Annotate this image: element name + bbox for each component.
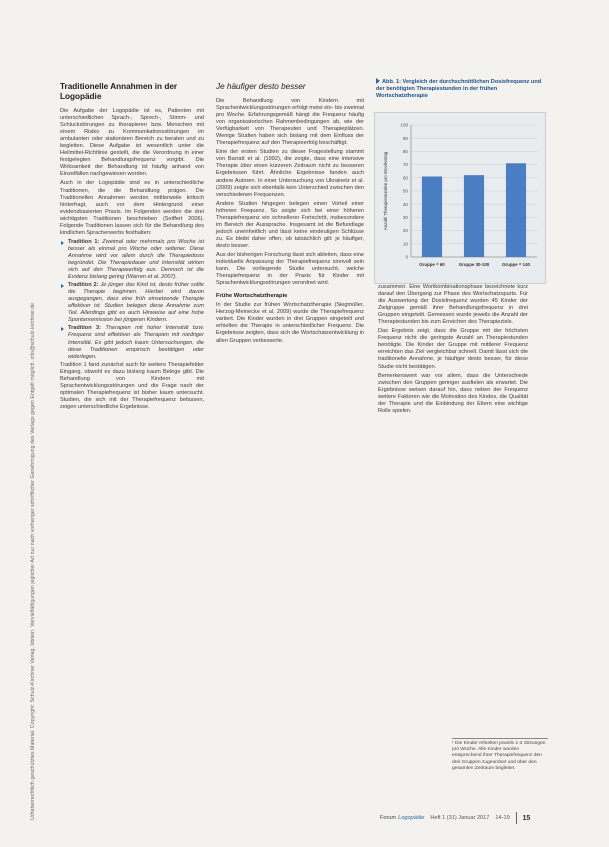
bar	[422, 176, 442, 257]
page-number: 15	[522, 814, 531, 822]
paragraph: Die Aufgabe der Logopädie ist es, Patienten mit unterschiedlichen Sprach-, Sprech-, Stimm- und Schluckstörungen zu therapieren bzw. Menschen mit einem Risiko zu Kommunikationsstörungen im ambulanten oder stationären Bereich zu beraten und zu begleiten. Diese Aufgabe ist wesentlich unter die Heilmittel-Richtlinie gestellt, die die Verordnung in einer festgelegten Behandlungsfrequenz vorgibt. Die Wirksamkeit der Behandlung ist häufig anhand von Einzelfällen nachgewiesen worden.	[60, 108, 204, 178]
y-tick-label: 90	[402, 135, 408, 141]
paragraph: Auch in der Logopädie sind es in unterschiedliche Traditionen, die die Behandlung prägen. Die Traditionellen Annahmen werden mittlerweile kritisch hinterfragt, auch vor dem Hintergrund einer evidenzbasierten Praxis. Im Folgenden werden die drei wichtigsten Traditionen beschrieben (Seiffert 2006). Folgende Traditionen lassen sich für die Behandlung des kindlichen Spracherwerbs festhalten:	[60, 180, 204, 236]
paragraph: zusammen. Eine Wortkombinationsphase bezeichnete kurz darauf den Übergang zur Phase des Wortschatzspurts. Für die Auswertung der Dosisfrequenz wurden 45 Kinder der Zielgruppe gemäß ihrer Behandlungsfrequenz in drei Gruppen eingeteilt. Gemessen wurde jeweils die Anzahl der Therapiestunden bis zum Erreichen des Therapieziels.	[378, 284, 528, 326]
paragraph: Tradition 1 fand zunächst auch für weitere Therapiefelder Eingang, obwohl es dazu bislang kaum Belege gibt. Die Behandlung von Kindern mit Sprachentwicklungsstörungen und die Frage nach der optimalen Therapiefrequenz ist bisher kaum untersucht. Studien, die sich mit der Therapiefrequenz befassen, zeigen unterschiedliche Ergebnisse.	[60, 361, 204, 410]
y-tick-label: 0	[405, 254, 408, 260]
tradition-text: Zweimal oder mehrmals pro Woche ist besser als einmal pro Woche oder seltener. Diese Annahme wird vor allem durch die Therapiedosis begründet. Die Therapiedauer und Intensität wirken sich auf den Therapieerfolg aus. Dennoch ist die Evidenz bislang gering (Warren et al. 2007).	[68, 238, 204, 281]
copyright-sidebar: Urheberrechtlich geschütztes Material. Copyright: Schulz-Kirchner Verlag, Idstein. Vervielfältigungen jeglicher Art nur nach vorheriger schriftlicher Genehmigung des Verlags gegen Entgelt möglich. info@schulz-kirchner.de	[30, 302, 36, 820]
paragraph: Das Ergebnis zeigt, dass die Gruppe mit der höchsten Frequenz nicht die geringste Anzahl an Therapiestunden benötigte. Die Kinder der Gruppe mit mittlerer Frequenz erreichten das Ziel vergleichbar schnell. Damit lässt sich die traditionelle Annahme, je häufiger desto besser, für diese Studie nicht bestätigen.	[378, 328, 528, 370]
paragraph: Bemerkenswert war vor allem, dass die Unterschiede zwischen den Gruppen geringer ausfielen als erwartet. Die Ergebnisse weisen darauf hin, dass neben der Frequenz weitere Faktoren wie die Motivation des Kindes, die Qualität der Therapie und die Einbindung der Eltern eine wichtige Rolle spielen.	[378, 372, 528, 414]
paragraph: In der Studie zur frühen Wortschatztherapie (Siegmüller, Herzog-Meinecke et al. 2009) wurde die Therapiefrequenz variiert. Die Kinder wurden in drei Gruppen eingeteilt und erhielten die Therapie in unterschiedlicher Frequenz. Die Ergebnisse zeigten, dass sich die Wortschatzentwicklung in allen Gruppen verbesserte.	[216, 302, 364, 344]
tradition-title: Tradition 2:	[68, 282, 99, 289]
bar-chart	[375, 113, 545, 283]
y-tick-label: 40	[402, 201, 408, 207]
tradition-item-1	[68, 239, 204, 281]
y-tick-label: 60	[402, 175, 408, 181]
y-tick-label: 80	[402, 149, 408, 154]
figure-1	[374, 78, 544, 278]
section-heading-traditions: Traditionelle Annahmen in der Logopädie	[60, 82, 178, 101]
y-axis-label: Anzahl Therapiestunden pro Wochentag	[383, 151, 388, 231]
journal-name: Forum	[380, 815, 397, 821]
y-tick-label: 30	[402, 215, 408, 220]
footer-divider	[516, 812, 517, 824]
y-tick-label: 70	[402, 162, 408, 168]
paragraph: Andere Studien hingegen belegen einen Vorteil einer höheren Frequenz. So zeigte sich bei einer höheren Therapiefrequenz ein schnellerer Fortschritt, insbesondere im Bereich der Aussprache. Insgesamt ist die Befundlage jedoch uneinheitlich und lässt keine eindeutigen Schlüsse zu. Es bleibt daher offen, ob tatsächlich gilt: je häufiger, desto besser.	[216, 200, 364, 249]
tradition-text: Therapien mit hoher Intensität bzw. Frequenz sind effektiver als Therapien mit niedriger Intensität. Es gibt jedoch kaum Untersuchungen, die diese Traditionen empirisch bestätigen oder widerlegen.	[68, 325, 204, 360]
bar	[464, 175, 484, 257]
tradition-title: Tradition 1:	[68, 238, 100, 245]
tradition-text: Je jünger das Kind ist, desto früher sollte die Therapie beginnen. Hierbei wird davon ausgegangen, dass eine früh einsetzende Therapie effektiver ist. Studien belegen diese Annahme zum Teil. Allerdings gibt es auch Hinweise auf eine hohe Spontanremission bei jüngeren Kindern.	[68, 282, 204, 324]
page-range: 14-19	[495, 815, 510, 821]
figure-caption-text: Vergleich der durchschnittlichen Dosisfrequenz und der benötigten Therapiestunden in der frühen Wortschatztherapie	[376, 79, 542, 99]
subsection-heading: Frühe Wortschatztherapie	[216, 293, 288, 300]
x-tick-label: Gruppe = 140	[502, 262, 530, 267]
tradition-item-3	[68, 325, 204, 360]
y-tick-label: 100	[400, 122, 408, 128]
chart-container	[374, 112, 546, 284]
footnote: ¹ Die Kinder erhielten jeweils 1-3 Sitzungen pro Woche. Alle Kinder wurden entsprechend ihrer Therapiefrequenz den drei Gruppen zugeordnet und über den gesamten Zeitraum begleitet.	[452, 738, 548, 772]
section-heading-frequency: Je häufiger desto besser	[216, 82, 306, 91]
y-tick-label: 20	[402, 228, 408, 234]
bar	[506, 163, 526, 257]
y-tick-label: 50	[402, 188, 408, 194]
column-1	[60, 82, 204, 413]
paragraph: Eine der ersten Studien zu dieser Fragestellung stammt von Barratt et al. (1992), die zeigte, dass eine intensive Therapie über einen kürzeren Zeitraum nicht zu besseren Ergebnissen führt. Ähnliche Ergebnisse fanden auch andere Autoren. In einer Untersuchung von Ukrainetz et al. (2009) zeigte sich ebenfalls kein Unterschied zwischen den verschiedenen Frequenzen.	[216, 149, 364, 198]
tradition-item-2	[68, 282, 204, 324]
column-3	[378, 284, 528, 417]
x-tick-label: Gruppe = 60	[419, 262, 445, 267]
column-2	[216, 82, 364, 347]
traditions-list	[60, 239, 204, 361]
paragraph: Aus der bisherigen Forschung lässt sich ableiten, dass eine individuelle Anpassung der Therapiefrequenz sinnvoll sein kann. Die vorliegende Studie untersucht, welche Therapiefrequenz in der Praxis für Kinder mit Sprachentwicklungsstörungen verordnet wird.	[216, 251, 364, 287]
x-tick-label: Gruppe 30-100	[458, 262, 490, 267]
tradition-title: Tradition 3:	[68, 325, 102, 332]
page-footer	[380, 812, 560, 824]
caption-arrow-icon	[376, 78, 380, 84]
figure-caption	[376, 78, 544, 100]
y-tick-label: 10	[402, 241, 408, 247]
paragraph: Die Behandlung von Kindern mit Sprachentwicklungsstörungen erfolgt meist ein- bis zweimal pro Woche. Erfahrungsgemäß hängt die Frequenz häufig von organisatorischen Rahmenbedingungen ab, wie der Verfügbarkeit von Therapeuten und Therapieplätzen. Wenige Studien haben sich bislang mit dem Einfluss der Therapiefrequenz auf den Therapieerfolg beschäftigt.	[216, 98, 364, 147]
issue-info: Heft 1 (31) Januar 2017	[430, 815, 490, 821]
figure-label: Abb. 1:	[382, 79, 401, 85]
journal-name-accent: Logopädie	[398, 815, 425, 821]
